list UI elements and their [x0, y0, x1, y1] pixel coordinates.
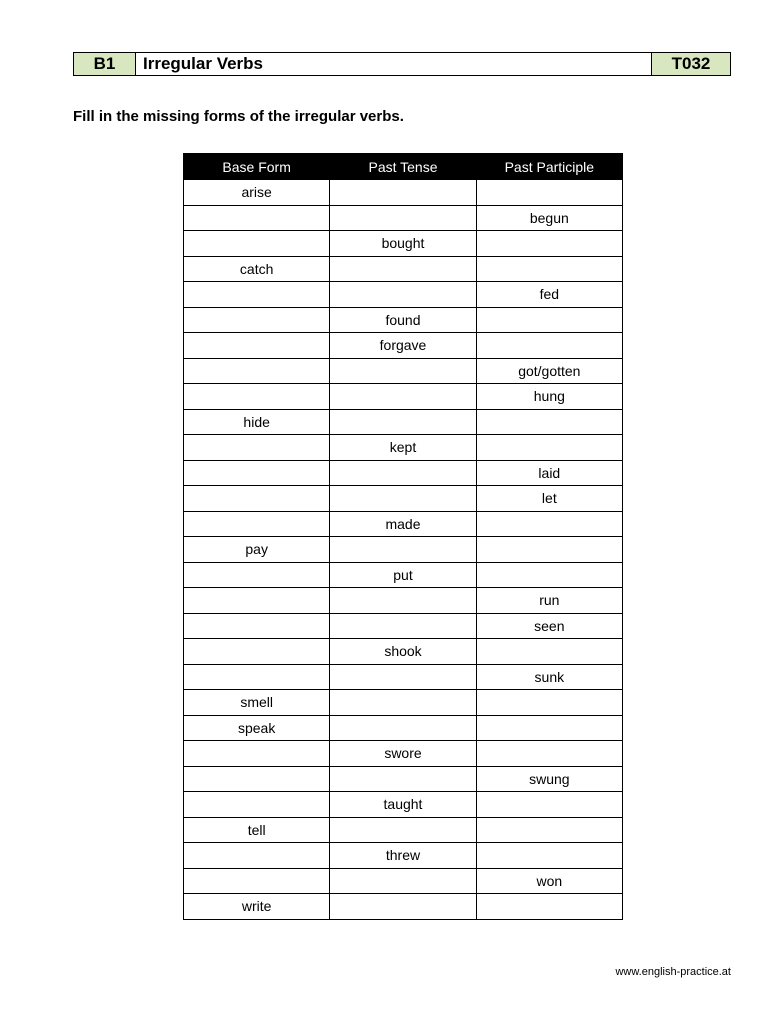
table-row: [184, 307, 623, 333]
past-tense-cell[interactable]: [330, 358, 476, 384]
past-participle-cell[interactable]: [476, 741, 622, 767]
past-participle-cell: swung: [476, 766, 622, 792]
past-tense-cell[interactable]: [330, 282, 476, 308]
past-participle-cell: run: [476, 588, 622, 614]
base-form-cell[interactable]: [184, 588, 330, 614]
verb-table: [183, 153, 623, 920]
past-participle-cell: sunk: [476, 664, 622, 690]
base-form-cell[interactable]: [184, 282, 330, 308]
table-row: [184, 664, 623, 690]
base-form-cell[interactable]: [184, 843, 330, 869]
past-participle-cell[interactable]: [476, 894, 622, 920]
past-tense-cell: forgave: [330, 333, 476, 359]
base-form-cell: catch: [184, 256, 330, 282]
column-header-base-form: Base Form: [184, 154, 330, 180]
past-participle-cell[interactable]: [476, 843, 622, 869]
table-row: [184, 537, 623, 563]
base-form-cell[interactable]: [184, 741, 330, 767]
footer-url: www.english-practice.at: [615, 966, 731, 978]
past-participle-cell[interactable]: [476, 231, 622, 257]
past-tense-cell: put: [330, 562, 476, 588]
past-participle-cell[interactable]: [476, 511, 622, 537]
base-form-cell[interactable]: [184, 307, 330, 333]
table-row: [184, 282, 623, 308]
table-row: [184, 817, 623, 843]
base-form-cell[interactable]: [184, 613, 330, 639]
base-form-cell[interactable]: [184, 792, 330, 818]
base-form-cell[interactable]: [184, 460, 330, 486]
base-form-cell[interactable]: [184, 766, 330, 792]
base-form-cell: speak: [184, 715, 330, 741]
past-participle-cell[interactable]: [476, 690, 622, 716]
past-participle-cell[interactable]: [476, 715, 622, 741]
worksheet-title: Irregular Verbs: [136, 53, 651, 75]
past-participle-cell: got/gotten: [476, 358, 622, 384]
table-row: [184, 180, 623, 206]
base-form-cell[interactable]: [184, 435, 330, 461]
past-tense-cell: swore: [330, 741, 476, 767]
base-form-cell[interactable]: [184, 358, 330, 384]
past-participle-cell[interactable]: [476, 537, 622, 563]
base-form-cell[interactable]: [184, 333, 330, 359]
table-row: [184, 205, 623, 231]
table-row: [184, 384, 623, 410]
past-tense-cell[interactable]: [330, 894, 476, 920]
instructions: Fill in the missing forms of the irregular verbs.: [73, 108, 404, 125]
past-tense-cell: found: [330, 307, 476, 333]
base-form-cell[interactable]: [184, 868, 330, 894]
past-tense-cell[interactable]: [330, 613, 476, 639]
past-participle-cell: let: [476, 486, 622, 512]
past-participle-cell[interactable]: [476, 180, 622, 206]
past-participle-cell[interactable]: [476, 307, 622, 333]
past-tense-cell: kept: [330, 435, 476, 461]
past-tense-cell[interactable]: [330, 486, 476, 512]
past-participle-cell[interactable]: [476, 256, 622, 282]
verb-table-body: [184, 180, 623, 920]
table-row: [184, 766, 623, 792]
table-row: [184, 358, 623, 384]
base-form-cell[interactable]: [184, 562, 330, 588]
past-participle-cell[interactable]: [476, 562, 622, 588]
past-tense-cell[interactable]: [330, 766, 476, 792]
base-form-cell[interactable]: [184, 664, 330, 690]
past-tense-cell[interactable]: [330, 588, 476, 614]
base-form-cell: write: [184, 894, 330, 920]
table-row: [184, 562, 623, 588]
table-row: [184, 843, 623, 869]
table-row: [184, 511, 623, 537]
past-tense-cell[interactable]: [330, 384, 476, 410]
worksheet-header: [73, 52, 731, 76]
column-header-past-tense: Past Tense: [330, 154, 476, 180]
past-participle-cell[interactable]: [476, 435, 622, 461]
column-header-past-participle: Past Participle: [476, 154, 622, 180]
worksheet-code: T032: [651, 53, 730, 75]
past-participle-cell[interactable]: [476, 792, 622, 818]
past-tense-cell: taught: [330, 792, 476, 818]
base-form-cell: smell: [184, 690, 330, 716]
past-tense-cell: made: [330, 511, 476, 537]
base-form-cell: arise: [184, 180, 330, 206]
table-row: [184, 741, 623, 767]
past-tense-cell[interactable]: [330, 256, 476, 282]
past-participle-cell: begun: [476, 205, 622, 231]
past-participle-cell: laid: [476, 460, 622, 486]
past-participle-cell: hung: [476, 384, 622, 410]
past-tense-cell: bought: [330, 231, 476, 257]
table-row: [184, 460, 623, 486]
past-participle-cell: seen: [476, 613, 622, 639]
past-participle-cell[interactable]: [476, 409, 622, 435]
base-form-cell[interactable]: [184, 231, 330, 257]
past-tense-cell[interactable]: [330, 180, 476, 206]
level-badge: B1: [74, 53, 136, 75]
table-row: [184, 690, 623, 716]
table-row: [184, 792, 623, 818]
past-participle-cell[interactable]: [476, 333, 622, 359]
past-tense-cell[interactable]: [330, 409, 476, 435]
base-form-cell[interactable]: [184, 384, 330, 410]
table-row: [184, 486, 623, 512]
base-form-cell[interactable]: [184, 639, 330, 665]
past-tense-cell[interactable]: [330, 205, 476, 231]
table-row: [184, 256, 623, 282]
table-row: [184, 894, 623, 920]
table-row: [184, 588, 623, 614]
past-tense-cell[interactable]: [330, 868, 476, 894]
past-participle-cell[interactable]: [476, 639, 622, 665]
past-tense-cell[interactable]: [330, 690, 476, 716]
past-tense-cell[interactable]: [330, 817, 476, 843]
table-row: [184, 715, 623, 741]
table-row: [184, 409, 623, 435]
past-tense-cell: threw: [330, 843, 476, 869]
table-row: [184, 435, 623, 461]
past-tense-cell[interactable]: [330, 715, 476, 741]
table-row: [184, 613, 623, 639]
past-participle-cell: fed: [476, 282, 622, 308]
table-row: [184, 868, 623, 894]
base-form-cell[interactable]: [184, 205, 330, 231]
base-form-cell: tell: [184, 817, 330, 843]
base-form-cell: pay: [184, 537, 330, 563]
base-form-cell: hide: [184, 409, 330, 435]
table-row: [184, 231, 623, 257]
base-form-cell[interactable]: [184, 486, 330, 512]
past-tense-cell[interactable]: [330, 460, 476, 486]
base-form-cell[interactable]: [184, 511, 330, 537]
past-tense-cell[interactable]: [330, 664, 476, 690]
past-tense-cell: shook: [330, 639, 476, 665]
table-row: [184, 333, 623, 359]
past-participle-cell[interactable]: [476, 817, 622, 843]
header-row: [184, 154, 623, 180]
table-row: [184, 639, 623, 665]
past-participle-cell: won: [476, 868, 622, 894]
verb-table-head: [184, 154, 623, 180]
past-tense-cell[interactable]: [330, 537, 476, 563]
